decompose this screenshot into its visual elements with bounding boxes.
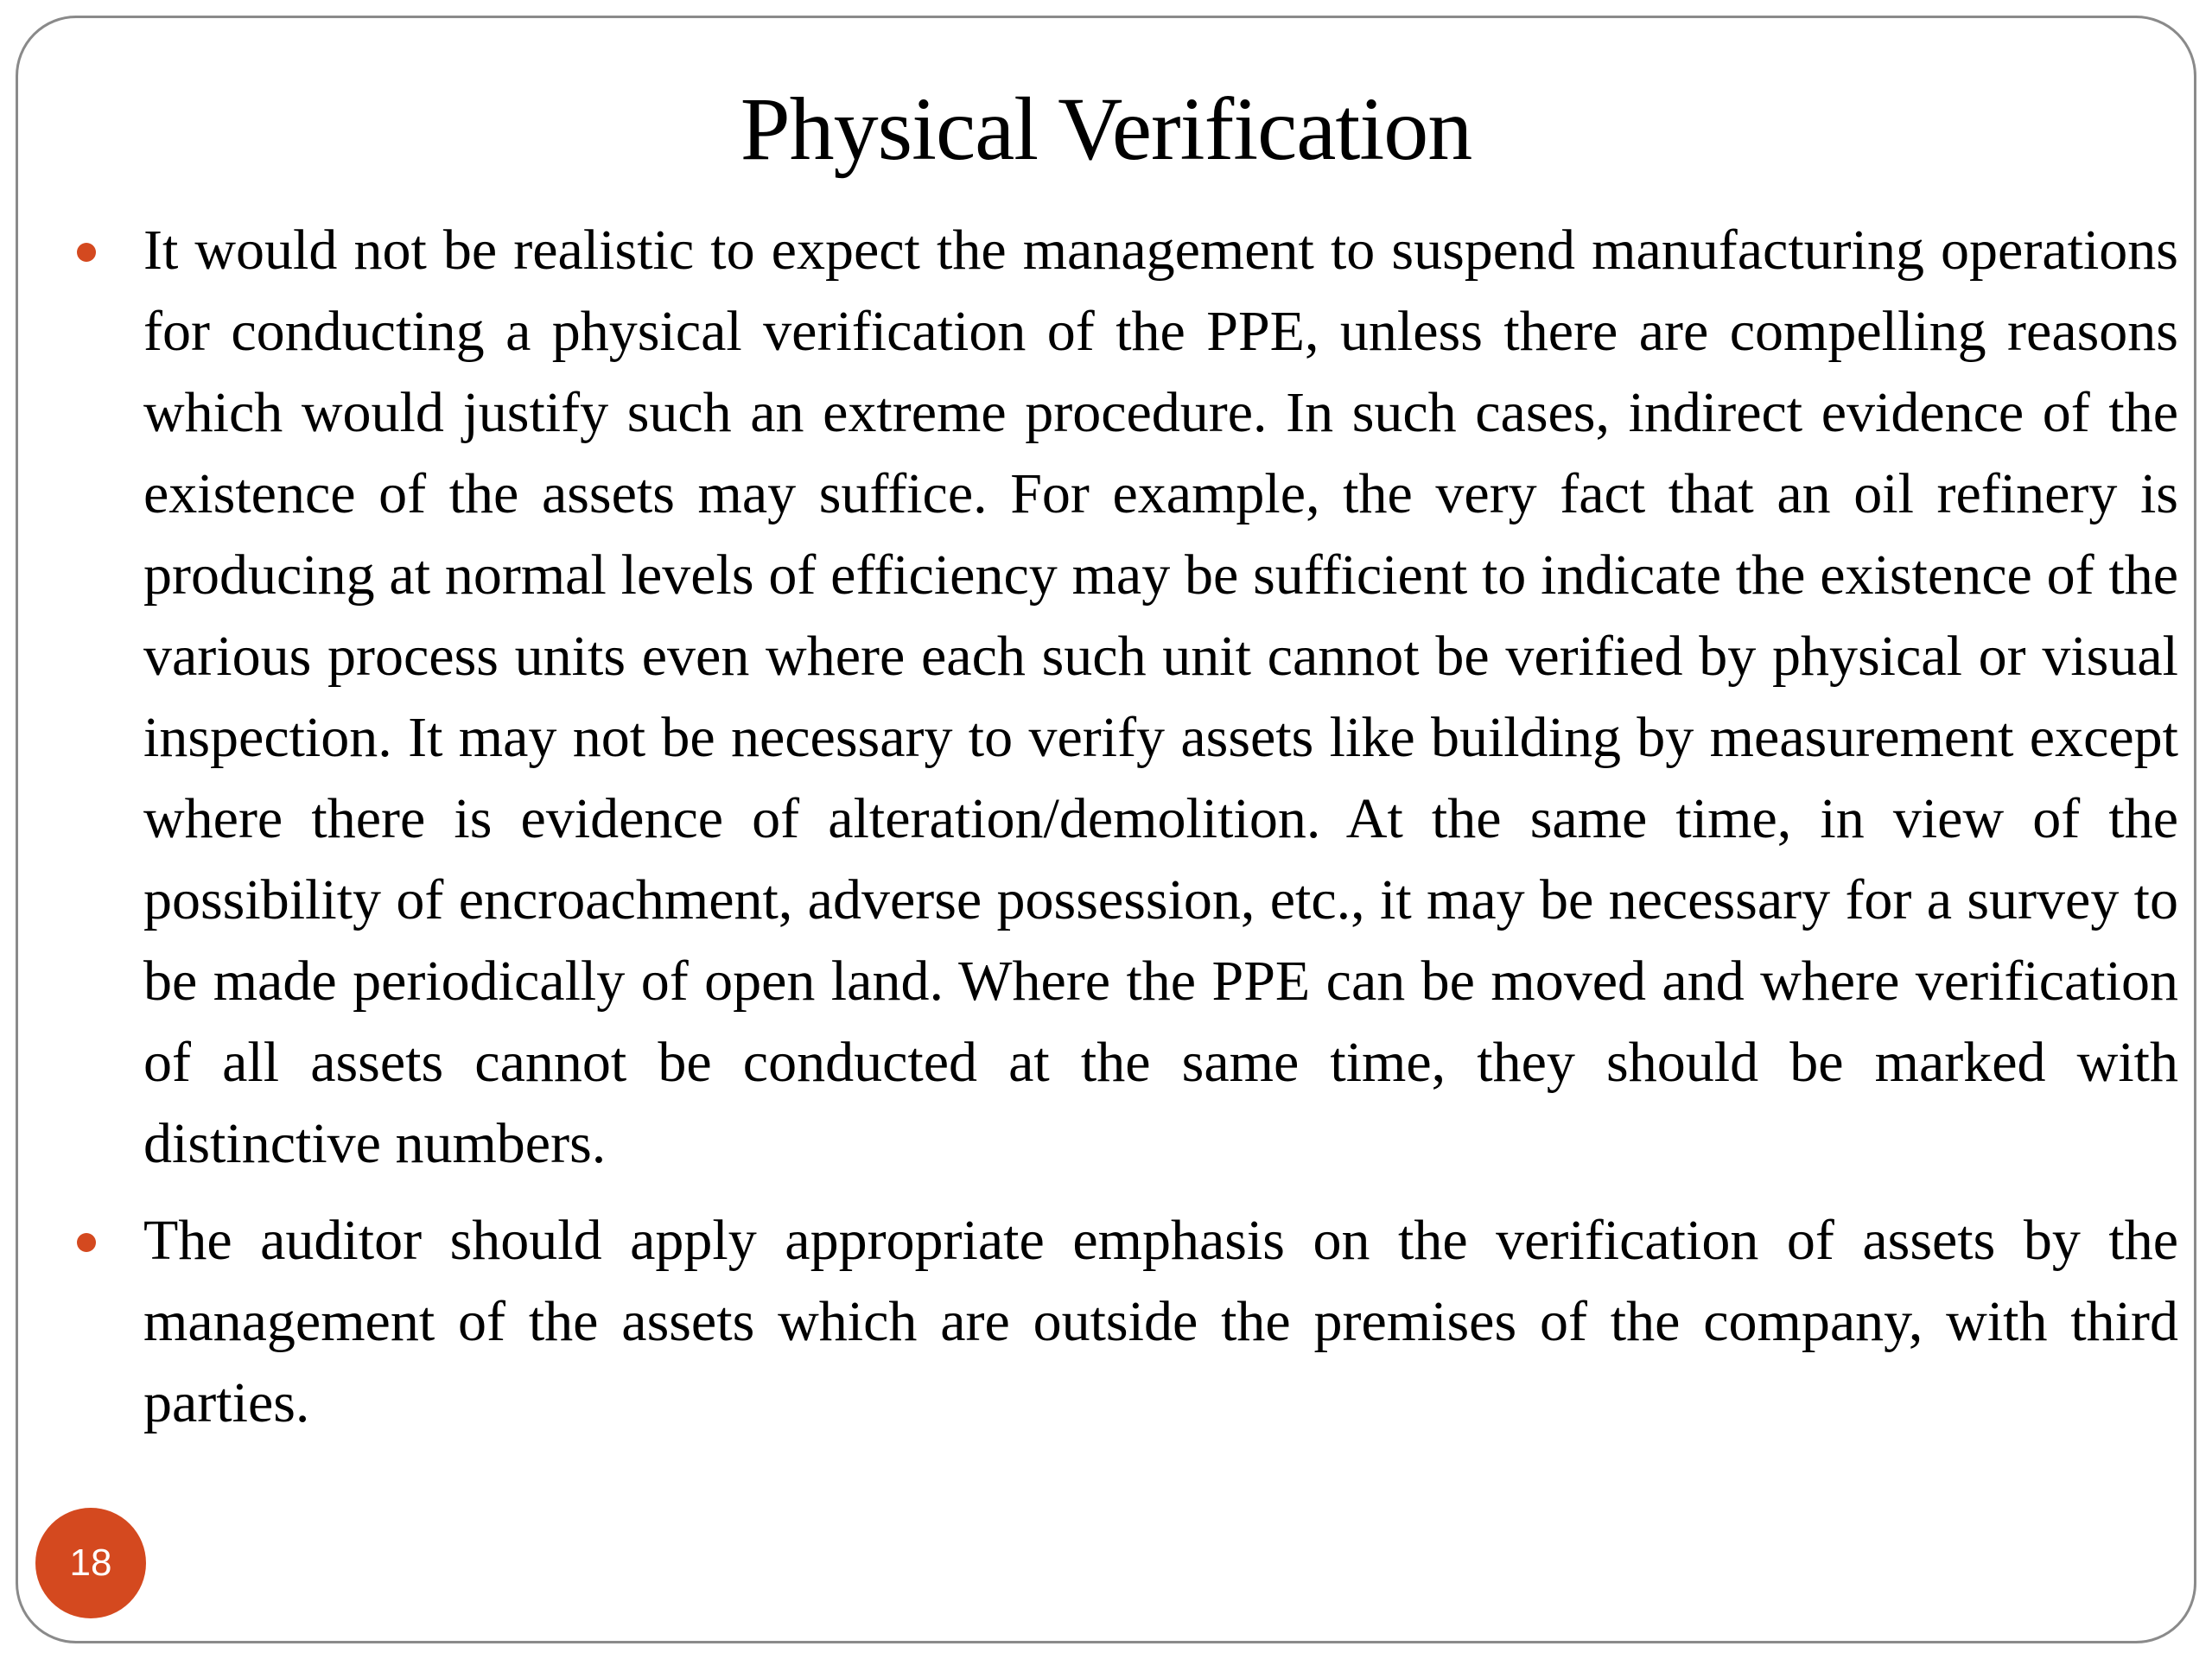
page-number-badge: 18 xyxy=(35,1508,146,1618)
bullet-item xyxy=(143,210,2178,1185)
bullet-text: The auditor should apply appropriate emphasis on the verification of assets by the management of the assets which are outside the premises of the company, with third parties. xyxy=(143,1209,2178,1434)
bullet-dot-icon xyxy=(77,243,96,262)
slide-title: Physical Verification xyxy=(740,79,1472,179)
bullet-item xyxy=(143,1200,2178,1444)
bullet-text: It would not be realistic to expect the management to suspend manufacturing operations for conducting a physical verification of the PPE, unless there are compelling reasons which would justify such an extreme procedure. In such cases, indirect evidence of the existence of the assets may suffice. For example, the very fact that an oil refinery is producing at normal levels of efficiency may be sufficient to indicate the existence of the various process units even where each such unit cannot be verified by physical or visual inspection. It may not be necessary to verify assets like building by measurement except where there is evidence of alteration/demolition. At the same time, in view of the possibility of encroachment, adverse possession, etc., it may be necessary for a survey to be made periodically of open land. Where the PPE can be moved and where verification of all assets cannot be conducted at the same time, they should be marked with distinctive numbers. xyxy=(143,219,2178,1175)
bullet-dot-icon xyxy=(77,1233,96,1252)
bullet-list xyxy=(143,210,2178,1459)
slide xyxy=(16,16,2196,1643)
